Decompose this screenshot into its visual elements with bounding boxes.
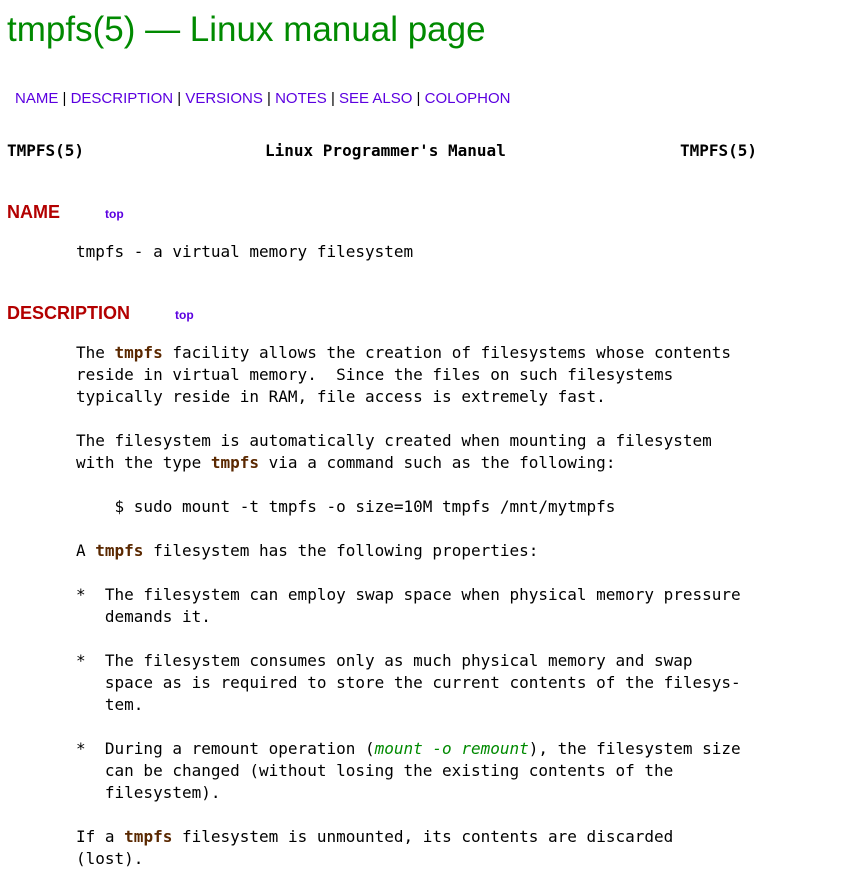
description-line: A tmpfs filesystem has the following properties: xyxy=(76,541,539,560)
toc-link-name[interactable]: NAME xyxy=(15,90,59,107)
list-item: * The filesystem consumes only as much physical memory and swap xyxy=(76,651,693,670)
list-item-continuation: space as is required to store the current contents of the filesys- xyxy=(76,673,741,692)
toc-separator: | xyxy=(326,90,340,107)
term-tmpfs: tmpfs xyxy=(95,541,144,560)
command-example: $ sudo mount -t tmpfs -o size=10M tmpfs /mnt/mytmpfs xyxy=(76,497,616,516)
name-text: tmpfs - a virtual memory filesystem xyxy=(76,242,414,261)
toc-link-see-also[interactable]: SEE ALSO xyxy=(339,90,413,107)
term-mount-remount: mount -o remount xyxy=(374,739,529,758)
term-tmpfs: tmpfs xyxy=(210,453,260,472)
description-line: typically reside in RAM, file access is extremely fast. xyxy=(76,387,606,406)
description-line: The filesystem is automatically created when mounting a filesystem xyxy=(76,431,712,450)
description-line: If a tmpfs filesystem is unmounted, its contents are discarded xyxy=(76,827,674,846)
header-right: TMPFS(5) xyxy=(680,141,758,160)
list-item-continuation: demands it. xyxy=(76,607,211,626)
table-of-contents xyxy=(15,90,510,108)
header-left: TMPFS(5) xyxy=(7,141,85,160)
toc-separator: | xyxy=(262,90,276,107)
list-item: * During a remount operation (mount -o remount), the filesystem size xyxy=(76,739,741,758)
page-title: tmpfs(5) — Linux manual page xyxy=(7,10,486,49)
toc-link-versions[interactable]: VERSIONS xyxy=(185,90,263,107)
toc-link-colophon[interactable]: COLOPHON xyxy=(424,90,511,107)
toc-link-description[interactable]: DESCRIPTION xyxy=(70,90,174,107)
section-heading-name: NAME xyxy=(7,202,60,222)
description-line: with the type tmpfs via a command such as the following: xyxy=(76,453,616,472)
description-line: (lost). xyxy=(76,849,144,868)
toc-link-notes[interactable]: NOTES xyxy=(275,90,327,107)
term-tmpfs: tmpfs xyxy=(114,343,163,362)
list-item: * The filesystem can employ swap space when physical memory pressure xyxy=(76,585,741,604)
header-center: Linux Programmer's Manual xyxy=(265,141,506,160)
top-link[interactable]: top xyxy=(175,308,194,322)
term-tmpfs: tmpfs xyxy=(124,827,173,846)
toc-separator: | xyxy=(58,90,71,107)
description-line: The tmpfs facility allows the creation of filesystems whose contents xyxy=(76,343,732,362)
description-line: reside in virtual memory. Since the files on such filesystems xyxy=(76,365,674,384)
list-item-continuation: tem. xyxy=(76,695,144,714)
man-header xyxy=(7,140,759,162)
toc-separator: | xyxy=(173,90,186,107)
list-item-continuation: can be changed (without losing the existing contents of the xyxy=(76,761,674,780)
section-heading-description: DESCRIPTION xyxy=(7,303,131,323)
top-link[interactable]: top xyxy=(105,207,124,221)
toc-separator: | xyxy=(412,90,425,107)
list-item-continuation: filesystem). xyxy=(76,783,221,802)
